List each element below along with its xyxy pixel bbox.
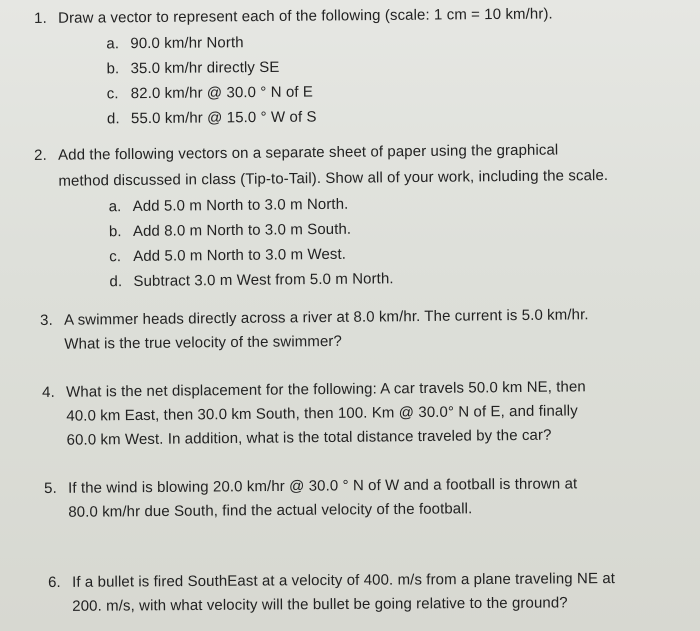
item-letter: b. xyxy=(106,60,120,78)
item-text: Add 8.0 m North to 3.0 m South. xyxy=(132,220,352,240)
question-5-line-2: 80.0 km/hr due South, find the actual velocity of the football. xyxy=(68,500,473,521)
item-text: 55.0 km/hr @ 15.0 ° W of S xyxy=(130,108,317,128)
question-4-number: 4. xyxy=(42,383,55,401)
question-1-item-b xyxy=(106,52,553,81)
question-1-number: 1. xyxy=(34,9,47,27)
question-5 xyxy=(44,472,578,525)
item-text: Subtract 3.0 m West from 5.0 m North. xyxy=(133,270,394,290)
question-2-number: 2. xyxy=(34,146,47,164)
item-letter: d. xyxy=(109,273,123,291)
question-5-number: 5. xyxy=(44,479,57,497)
question-3-number: 3. xyxy=(40,311,53,329)
question-1 xyxy=(34,1,554,132)
question-6-line-2: 200. m/s, with what velocity will the bullet be going relative to the ground? xyxy=(72,594,568,615)
question-6-number: 6. xyxy=(48,573,61,591)
question-1-item-a xyxy=(106,27,553,56)
question-4 xyxy=(42,375,586,453)
item-letter: a. xyxy=(108,198,122,216)
question-5-line-1 xyxy=(44,472,577,501)
item-letter: d. xyxy=(106,110,120,128)
question-4-line-2: 40.0 km East, then 30.0 km South, then 100. Km @ 30.0° N of E, and finally xyxy=(66,402,578,425)
item-letter: c. xyxy=(109,248,122,266)
question-2-items xyxy=(109,189,610,294)
item-letter: b. xyxy=(108,223,122,241)
item-text: 35.0 km/hr directly SE xyxy=(130,58,280,78)
question-3-line-2: What is the true velocity of the swimmer? xyxy=(64,332,342,353)
item-text: Add 5.0 m North to 3.0 m West. xyxy=(133,245,347,265)
question-3-text-line-1: A swimmer heads directly across a river at 8.0 km/hr. The current is 5.0 km/hr. xyxy=(64,306,589,329)
question-6-text-line-1: If a bullet is fired SouthEast at a velocity of 400. m/s from a plane traveling NE at xyxy=(72,570,616,591)
question-1-items xyxy=(106,27,554,131)
question-1-item-d xyxy=(107,102,554,131)
question-5-text-line-1: If the wind is blowing 20.0 km/hr @ 30.0 ° N of W and a football is thrown at xyxy=(68,475,578,497)
question-4-text-line-1: What is the net displacement for the following: A car travels 50.0 km NE, then xyxy=(66,378,586,401)
item-text: Add 5.0 m North to 3.0 m North. xyxy=(132,195,349,215)
question-6 xyxy=(48,567,615,619)
question-2 xyxy=(34,137,609,295)
question-1-line-1 xyxy=(34,1,553,32)
item-letter: c. xyxy=(106,85,119,103)
question-1-item-c xyxy=(107,77,554,106)
question-1-text: Draw a vector to represent each of the following (scale: 1 cm = 10 km/hr). xyxy=(58,5,553,27)
question-3 xyxy=(40,303,589,357)
question-2-item-d xyxy=(109,264,609,294)
item-text: 90.0 km/hr North xyxy=(130,34,244,53)
item-letter: a. xyxy=(106,35,120,53)
item-text: 82.0 km/hr @ 30.0 ° N of E xyxy=(130,83,314,103)
question-2-text-line-1: Add the following vectors on a separate sheet of paper using the graphical xyxy=(58,141,559,164)
question-4-line-3: 60.0 km West. In addition, what is the total distance traveled by the car? xyxy=(66,426,552,449)
question-2-line-2: method discussed in class (Tip-to-Tail). Show all of your work, including the scale. xyxy=(58,166,609,190)
